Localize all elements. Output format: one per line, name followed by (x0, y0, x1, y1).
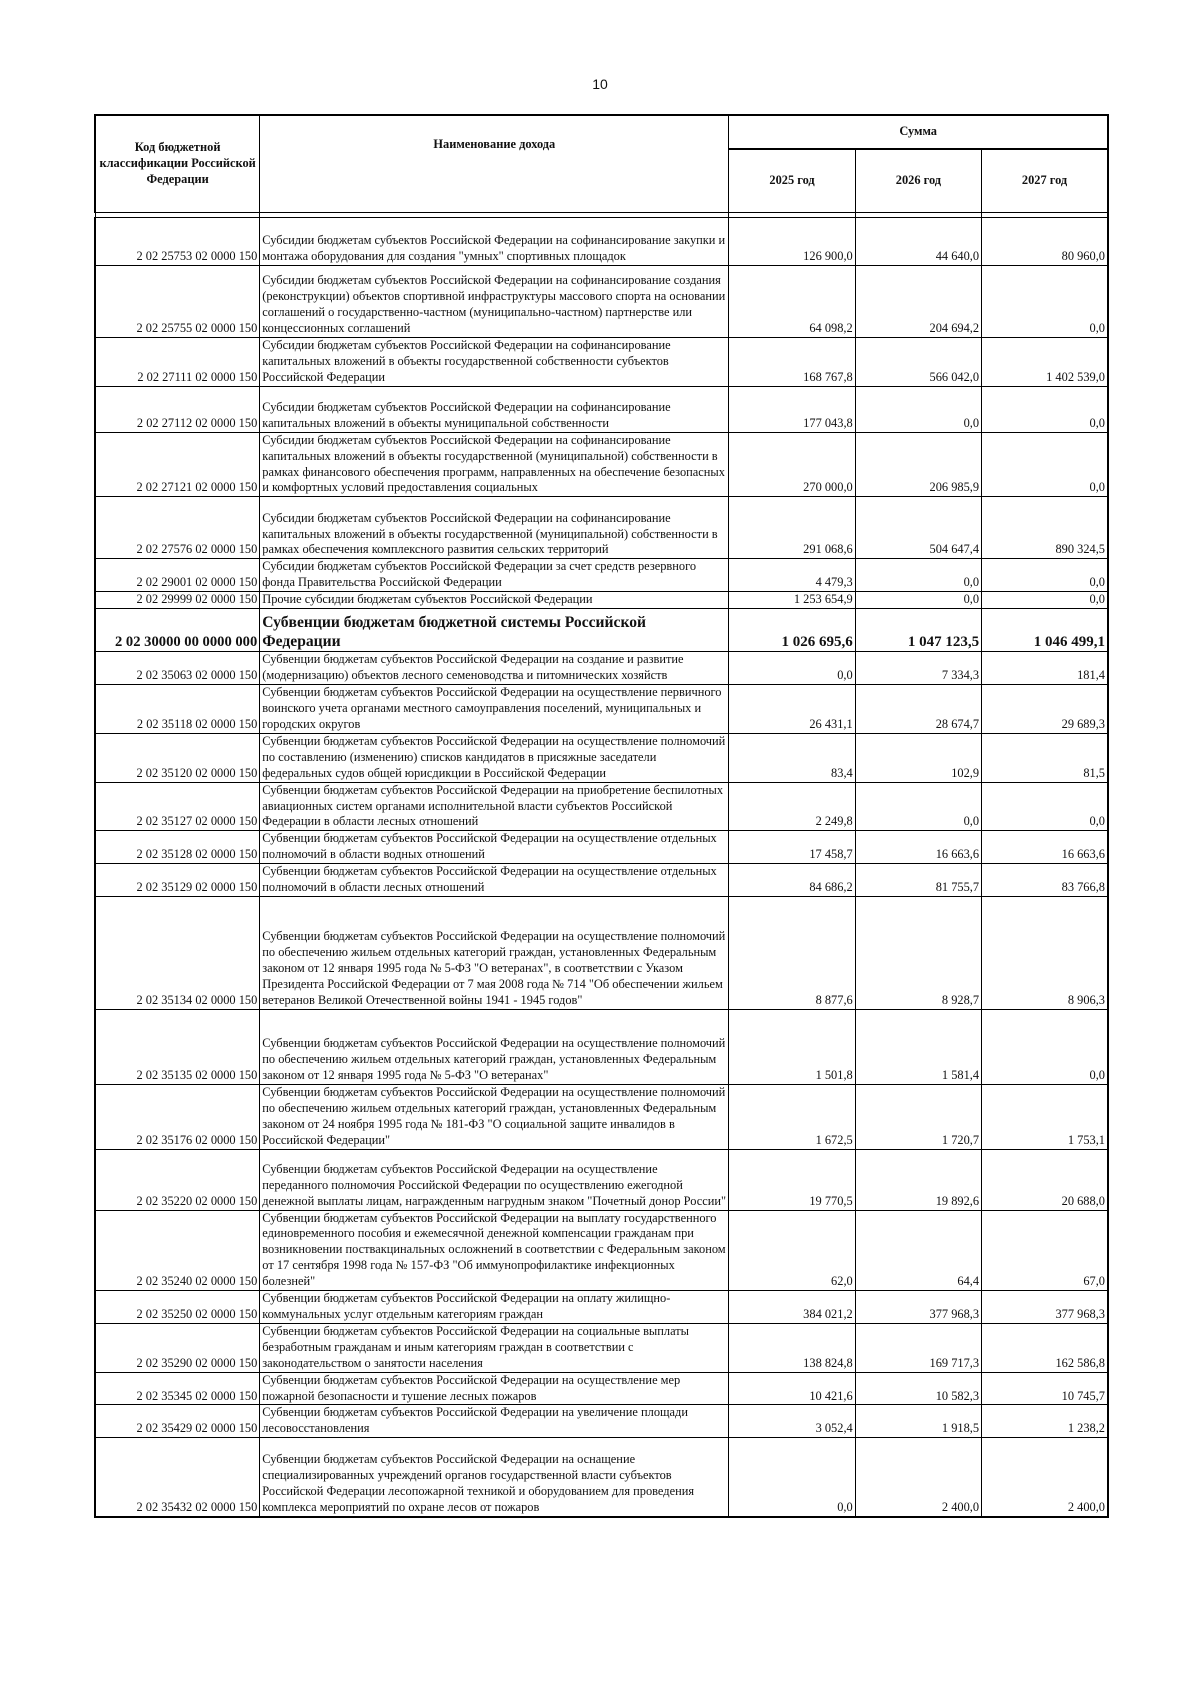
table-row (95, 733, 1108, 782)
table-row (95, 1372, 1108, 1405)
budget-code-cell: 2 02 35120 02 0000 150 (95, 733, 260, 782)
amount-2026-cell: 0,0 (855, 592, 981, 609)
amount-2025-cell: 1 672,5 (729, 1084, 855, 1149)
amount-2026-cell: 206 985,9 (855, 432, 981, 497)
amount-2026-cell: 2 400,0 (855, 1438, 981, 1517)
table-body (95, 213, 1108, 1517)
amount-2026-cell: 81 755,7 (855, 864, 981, 897)
amount-2026-cell: 0,0 (855, 386, 981, 432)
table-row (95, 266, 1108, 338)
budget-code-cell: 2 02 35250 02 0000 150 (95, 1291, 260, 1324)
table-row (95, 338, 1108, 387)
amount-2026-cell: 10 582,3 (855, 1372, 981, 1405)
budget-code-cell: 2 02 29999 02 0000 150 (95, 592, 260, 609)
amount-2027-cell: 81,5 (982, 733, 1108, 782)
table-row (95, 685, 1108, 734)
table-row (95, 1084, 1108, 1149)
table-row (95, 782, 1108, 831)
page-number: 10 (592, 76, 608, 92)
amount-2025-cell: 17 458,7 (729, 831, 855, 864)
budget-code-cell: 2 02 27111 02 0000 150 (95, 338, 260, 387)
income-name-cell: Субсидии бюджетам субъектов Российской Федерации на софинансирование капитальных вложений в объекты государственной (муниципальной) собственности в рамках обеспечения комплексного развития сельских территорий (260, 497, 729, 559)
amount-2027-cell: 0,0 (982, 1009, 1108, 1084)
budget-code-cell: 2 02 35432 02 0000 150 (95, 1438, 260, 1517)
table-row (95, 218, 1108, 266)
income-name-cell: Субвенции бюджетам бюджетной системы Российской Федерации (260, 609, 729, 652)
income-name-cell: Субвенции бюджетам субъектов Российской Федерации на осуществление полномочий по составлению (изменению) списков кандидатов в присяжные заседатели федеральных судов общей юрисдикции в Российской Федерации (260, 733, 729, 782)
amount-2027-cell: 890 324,5 (982, 497, 1108, 559)
table-row (95, 652, 1108, 685)
income-name-cell: Субсидии бюджетам субъектов Российской Федерации за счет средств резервного фонда Правительства Российской Федерации (260, 559, 729, 592)
budget-code-cell: 2 02 35128 02 0000 150 (95, 831, 260, 864)
amount-2026-cell: 1 047 123,5 (855, 609, 981, 652)
amount-2025-cell: 384 021,2 (729, 1291, 855, 1324)
amount-2027-cell: 2 400,0 (982, 1438, 1108, 1517)
budget-code-cell: 2 02 35134 02 0000 150 (95, 896, 260, 1009)
amount-2025-cell: 270 000,0 (729, 432, 855, 497)
amount-2026-cell: 377 968,3 (855, 1291, 981, 1324)
amount-2025-cell: 3 052,4 (729, 1405, 855, 1438)
amount-2025-cell: 291 068,6 (729, 497, 855, 559)
header-year-2026: 2026 год (855, 149, 981, 213)
amount-2027-cell: 1 238,2 (982, 1405, 1108, 1438)
amount-2027-cell: 8 906,3 (982, 896, 1108, 1009)
amount-2026-cell: 19 892,6 (855, 1149, 981, 1210)
amount-2026-cell: 1 720,7 (855, 1084, 981, 1149)
budget-code-cell: 2 02 35063 02 0000 150 (95, 652, 260, 685)
budget-code-cell: 2 02 35429 02 0000 150 (95, 1405, 260, 1438)
amount-2025-cell: 177 043,8 (729, 386, 855, 432)
amount-2027-cell: 80 960,0 (982, 218, 1108, 266)
amount-2027-cell: 0,0 (982, 432, 1108, 497)
income-name-cell: Субсидии бюджетам субъектов Российской Федерации на софинансирование капитальных вложений в объекты муниципальной собственности (260, 386, 729, 432)
income-name-cell: Субсидии бюджетам субъектов Российской Федерации на софинансирование капитальных вложений в объекты государственной (муниципальной) собственности в рамках финансового обеспечения программ, направленных на обеспечение безопасных и комфортных условий предоставления социальных (260, 432, 729, 497)
amount-2026-cell: 169 717,3 (855, 1323, 981, 1372)
amount-2025-cell: 64 098,2 (729, 266, 855, 338)
amount-2025-cell: 84 686,2 (729, 864, 855, 897)
table-row (95, 432, 1108, 497)
amount-2025-cell: 1 026 695,6 (729, 609, 855, 652)
amount-2027-cell: 0,0 (982, 592, 1108, 609)
table-row (95, 559, 1108, 592)
table-row (95, 592, 1108, 609)
table-row (95, 1438, 1108, 1517)
table-row (95, 609, 1108, 652)
amount-2025-cell: 19 770,5 (729, 1149, 855, 1210)
amount-2027-cell: 1 402 539,0 (982, 338, 1108, 387)
budget-code-cell: 2 02 35240 02 0000 150 (95, 1210, 260, 1291)
amount-2026-cell: 64,4 (855, 1210, 981, 1291)
amount-2027-cell: 1 753,1 (982, 1084, 1108, 1149)
budget-code-cell: 2 02 27112 02 0000 150 (95, 386, 260, 432)
amount-2025-cell: 168 767,8 (729, 338, 855, 387)
amount-2025-cell: 126 900,0 (729, 218, 855, 266)
amount-2025-cell: 2 249,8 (729, 782, 855, 831)
budget-code-cell: 2 02 25755 02 0000 150 (95, 266, 260, 338)
budget-code-cell: 2 02 35345 02 0000 150 (95, 1372, 260, 1405)
amount-2026-cell: 204 694,2 (855, 266, 981, 338)
amount-2025-cell: 8 877,6 (729, 896, 855, 1009)
budget-code-cell: 2 02 35220 02 0000 150 (95, 1149, 260, 1210)
amount-2026-cell: 1 581,4 (855, 1009, 981, 1084)
table-row (95, 831, 1108, 864)
revenue-table (94, 114, 1109, 1518)
amount-2026-cell: 8 928,7 (855, 896, 981, 1009)
income-name-cell: Субсидии бюджетам субъектов Российской Федерации на софинансирование закупки и монтажа оборудования для создания "умных" спортивных площадок (260, 218, 729, 266)
income-name-cell: Субвенции бюджетам субъектов Российской Федерации на осуществление отдельных полномочий в области лесных отношений (260, 864, 729, 897)
amount-2025-cell: 0,0 (729, 1438, 855, 1517)
amount-2026-cell: 28 674,7 (855, 685, 981, 734)
header-code: Код бюджетной классификации Российской Федерации (95, 115, 260, 213)
income-name-cell: Прочие субсидии бюджетам субъектов Российской Федерации (260, 592, 729, 609)
table-row (95, 1291, 1108, 1324)
budget-code-cell: 2 02 29001 02 0000 150 (95, 559, 260, 592)
table-row (95, 1405, 1108, 1438)
amount-2027-cell: 67,0 (982, 1210, 1108, 1291)
income-name-cell: Субвенции бюджетам субъектов Российской Федерации на осуществление полномочий по обеспечению жильем отдельных категорий граждан, установленных Федеральным законом от 12 января 1995 года № 5-ФЗ "О ветеранах" (260, 1009, 729, 1084)
amount-2026-cell: 102,9 (855, 733, 981, 782)
amount-2026-cell: 0,0 (855, 782, 981, 831)
amount-2027-cell: 162 586,8 (982, 1323, 1108, 1372)
amount-2027-cell: 29 689,3 (982, 685, 1108, 734)
amount-2026-cell: 7 334,3 (855, 652, 981, 685)
income-name-cell: Субвенции бюджетам субъектов Российской Федерации на осуществление отдельных полномочий в области водных отношений (260, 831, 729, 864)
amount-2027-cell: 377 968,3 (982, 1291, 1108, 1324)
income-name-cell: Субвенции бюджетам субъектов Российской Федерации на приобретение беспилотных авиационных систем органами исполнительной власти субъектов Российской Федерации в области лесных отношений (260, 782, 729, 831)
income-name-cell: Субсидии бюджетам субъектов Российской Федерации на софинансирование создания (реконструкции) объектов спортивной инфраструктуры массового спорта на основании соглашений о государственно-частном (муниципально-частном) партнерстве или концессионных соглашений (260, 266, 729, 338)
income-name-cell: Субвенции бюджетам субъектов Российской Федерации на оплату жилищно-коммунальных услуг отдельным категориям граждан (260, 1291, 729, 1324)
income-name-cell: Субвенции бюджетам субъектов Российской Федерации на увеличение площади лесовосстановления (260, 1405, 729, 1438)
header-name: Наименование дохода (260, 115, 729, 213)
table-row (95, 1149, 1108, 1210)
budget-code-cell: 2 02 27576 02 0000 150 (95, 497, 260, 559)
income-name-cell: Субвенции бюджетам субъектов Российской Федерации на оснащение специализированных учреждений органов государственной власти субъектов Российской Федерации лесопожарной техникой и оборудованием для проведения комплекса мероприятий по охране лесов от пожаров (260, 1438, 729, 1517)
table-row (95, 864, 1108, 897)
amount-2026-cell: 504 647,4 (855, 497, 981, 559)
amount-2027-cell: 0,0 (982, 782, 1108, 831)
amount-2027-cell: 0,0 (982, 559, 1108, 592)
amount-2027-cell: 83 766,8 (982, 864, 1108, 897)
budget-code-cell: 2 02 35129 02 0000 150 (95, 864, 260, 897)
table-row (95, 386, 1108, 432)
amount-2026-cell: 566 042,0 (855, 338, 981, 387)
amount-2025-cell: 0,0 (729, 652, 855, 685)
income-name-cell: Субвенции бюджетам субъектов Российской Федерации на осуществление мер пожарной безопасности и тушение лесных пожаров (260, 1372, 729, 1405)
budget-code-cell: 2 02 35135 02 0000 150 (95, 1009, 260, 1084)
amount-2027-cell: 10 745,7 (982, 1372, 1108, 1405)
budget-code-cell: 2 02 30000 00 0000 000 (95, 609, 260, 652)
amount-2026-cell: 0,0 (855, 559, 981, 592)
income-name-cell: Субвенции бюджетам субъектов Российской Федерации на осуществление первичного воинского учета органами местного самоуправления поселений, муниципальных и городских округов (260, 685, 729, 734)
income-name-cell: Субвенции бюджетам субъектов Российской Федерации на социальные выплаты безработным гражданам и иным категориям граждан в соответствии с законодательством о занятости населения (260, 1323, 729, 1372)
income-name-cell: Субвенции бюджетам субъектов Российской Федерации на создание и развитие (модернизацию) объектов лесного семеноводства и питомнических хозяйств (260, 652, 729, 685)
income-name-cell: Субвенции бюджетам субъектов Российской Федерации на выплату государственного единовременного пособия и ежемесячной денежной компенсации гражданам при возникновении поствакцинальных осложнений в соответствии с Федеральным законом от 17 сентября 1998 года № 157-ФЗ "Об иммунопрофилактике инфекционных болезней" (260, 1210, 729, 1291)
income-name-cell: Субвенции бюджетам субъектов Российской Федерации на осуществление полномочий по обеспечению жильем отдельных категорий граждан, установленных Федеральным законом от 12 января 1995 года № 5-ФЗ "О ветеранах", в соответствии с Указом Президента Российской Федерации от 7 мая 2008 года № 714 "Об обеспечении жильем ветеранов Великой Отечественной войны 1941 - 1945 годов" (260, 896, 729, 1009)
amount-2025-cell: 62,0 (729, 1210, 855, 1291)
budget-code-cell: 2 02 25753 02 0000 150 (95, 218, 260, 266)
amount-2027-cell: 0,0 (982, 386, 1108, 432)
income-name-cell: Субсидии бюджетам субъектов Российской Федерации на софинансирование капитальных вложений в объекты государственной собственности субъектов Российской Федерации (260, 338, 729, 387)
budget-code-cell: 2 02 35127 02 0000 150 (95, 782, 260, 831)
amount-2027-cell: 0,0 (982, 266, 1108, 338)
amount-2025-cell: 138 824,8 (729, 1323, 855, 1372)
amount-2027-cell: 20 688,0 (982, 1149, 1108, 1210)
budget-code-cell: 2 02 27121 02 0000 150 (95, 432, 260, 497)
table-row (95, 497, 1108, 559)
amount-2026-cell: 44 640,0 (855, 218, 981, 266)
table-row (95, 1210, 1108, 1291)
amount-2025-cell: 1 501,8 (729, 1009, 855, 1084)
header-sum: Сумма (729, 115, 1108, 149)
budget-code-cell: 2 02 35290 02 0000 150 (95, 1323, 260, 1372)
amount-2025-cell: 4 479,3 (729, 559, 855, 592)
amount-2025-cell: 26 431,1 (729, 685, 855, 734)
amount-2026-cell: 1 918,5 (855, 1405, 981, 1438)
amount-2025-cell: 10 421,6 (729, 1372, 855, 1405)
table-row (95, 1323, 1108, 1372)
budget-code-cell: 2 02 35176 02 0000 150 (95, 1084, 260, 1149)
income-name-cell: Субвенции бюджетам субъектов Российской Федерации на осуществление полномочий по обеспечению жильем отдельных категорий граждан, установленных Федеральным законом от 24 ноября 1995 года № 181-ФЗ "О социальной защите инвалидов в Российской Федерации" (260, 1084, 729, 1149)
header-year-2025: 2025 год (729, 149, 855, 213)
income-name-cell: Субвенции бюджетам субъектов Российской Федерации на осуществление переданного полномочия Российской Федерации по осуществлению ежегодной денежной выплаты лицам, награжденным нагрудным знаком "Почетный донор России" (260, 1149, 729, 1210)
amount-2025-cell: 1 253 654,9 (729, 592, 855, 609)
amount-2027-cell: 16 663,6 (982, 831, 1108, 864)
table-row (95, 896, 1108, 1009)
header-year-2027: 2027 год (982, 149, 1108, 213)
amount-2025-cell: 83,4 (729, 733, 855, 782)
amount-2027-cell: 1 046 499,1 (982, 609, 1108, 652)
amount-2026-cell: 16 663,6 (855, 831, 981, 864)
table-row (95, 1009, 1108, 1084)
amount-2027-cell: 181,4 (982, 652, 1108, 685)
budget-code-cell: 2 02 35118 02 0000 150 (95, 685, 260, 734)
